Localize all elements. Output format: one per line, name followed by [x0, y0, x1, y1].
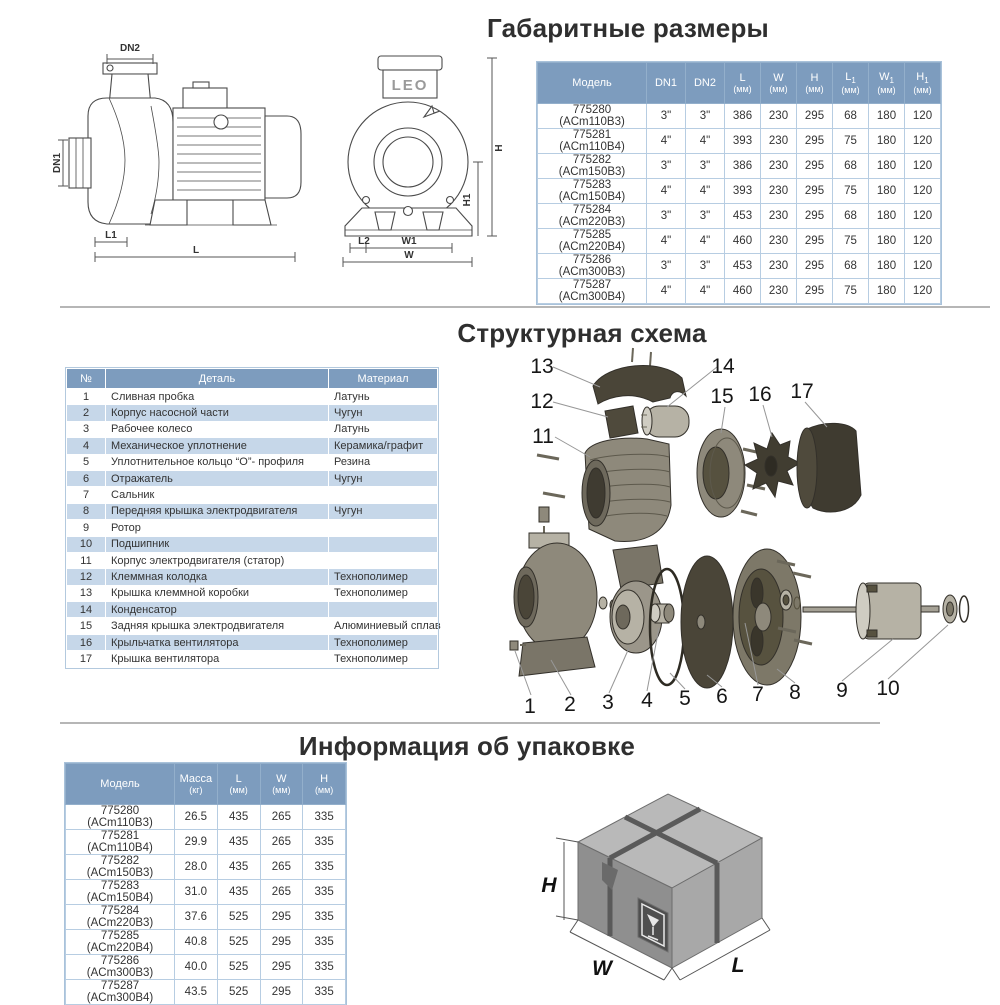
table-cell: 4	[67, 438, 106, 454]
table-cell: 3"	[647, 254, 686, 279]
table-cell: 3"	[686, 254, 725, 279]
table-row	[67, 389, 438, 405]
table-cell: 3"	[686, 154, 725, 179]
header-row	[66, 764, 346, 805]
column-header: DN2	[686, 63, 725, 104]
table-cell: 40.0	[175, 955, 218, 980]
table-row	[66, 880, 346, 905]
part-number-15: 15	[710, 385, 734, 408]
column-header: L (мм)	[725, 63, 761, 104]
table-cell: 120	[905, 204, 941, 229]
table-cell: 120	[905, 279, 941, 304]
table-cell: 775284 (ACm220B3)	[538, 204, 647, 229]
table-cell: 265	[260, 830, 303, 855]
table-cell: 435	[217, 805, 260, 830]
table-cell: 120	[905, 229, 941, 254]
table-cell: 775281 (ACm110B4)	[66, 830, 175, 855]
table-cell: 4"	[647, 179, 686, 204]
table-cell: 335	[303, 880, 346, 905]
table-cell: 230	[761, 129, 797, 154]
part-number-13: 13	[530, 355, 554, 378]
table-cell: 4"	[686, 279, 725, 304]
table-row	[66, 905, 346, 930]
table-cell: 75	[833, 279, 869, 304]
part-circlip	[960, 596, 969, 622]
table-row	[538, 229, 941, 254]
table-cell: 295	[797, 104, 833, 129]
table-cell: 26.5	[175, 805, 218, 830]
table-cell: Резина	[329, 454, 438, 470]
table-row	[538, 204, 941, 229]
table-row	[67, 634, 438, 650]
table-cell: Чугун	[329, 503, 438, 519]
header-row	[67, 369, 438, 389]
table-cell: 13	[67, 585, 106, 601]
section-title-dimensions: Габаритные размеры	[487, 13, 769, 43]
column-header: Деталь	[106, 369, 329, 389]
section-divider-2	[60, 722, 880, 724]
part-number-3: 3	[602, 691, 614, 714]
part-number-5: 5	[679, 687, 691, 710]
table-cell: 3"	[686, 104, 725, 129]
packaging-box-drawing	[540, 772, 830, 987]
table-cell: 295	[260, 930, 303, 955]
table-cell: 120	[905, 104, 941, 129]
table-cell: 4"	[647, 229, 686, 254]
table-row	[538, 104, 941, 129]
table-cell: 31.0	[175, 880, 218, 905]
column-header: $H_1$ (мм)	[905, 63, 941, 104]
table-cell: Корпус электродвигателя (статор)	[106, 552, 329, 568]
table-cell: 180	[869, 154, 905, 179]
table-cell: Технополимер	[329, 585, 438, 601]
table-row	[538, 129, 941, 154]
table-cell: Сальник	[106, 487, 329, 503]
table-cell: 295	[797, 129, 833, 154]
part-terminal-cover	[593, 366, 686, 404]
table-cell: 12	[67, 569, 106, 585]
column-header: $W_1$ (мм)	[869, 63, 905, 104]
table-cell: 453	[725, 254, 761, 279]
table-cell: 230	[761, 254, 797, 279]
table-cell: 775285 (ACm220B4)	[538, 229, 647, 254]
part-number-6: 6	[716, 685, 728, 708]
table-cell: Механическое уплотнение	[106, 438, 329, 454]
table-cell: 230	[761, 279, 797, 304]
dim-label-l1: L1	[105, 230, 117, 241]
table-cell: 4"	[686, 129, 725, 154]
column-header: Модель	[66, 764, 175, 805]
table-cell: 295	[797, 154, 833, 179]
table-cell: 335	[303, 830, 346, 855]
table-cell: 460	[725, 229, 761, 254]
box-label-w: W	[592, 957, 612, 980]
table-cell: 525	[217, 905, 260, 930]
table-cell: 775287 (ACm300B4)	[538, 279, 647, 304]
table-cell: 453	[725, 204, 761, 229]
table-row	[67, 552, 438, 568]
table-cell: 775286 (ACm300B3)	[538, 254, 647, 279]
table-row	[67, 651, 438, 667]
part-number-11: 11	[532, 425, 554, 448]
pump-side-view-drawing	[52, 38, 325, 270]
table-cell: 120	[905, 154, 941, 179]
table-cell: 775287 (ACm300B4)	[66, 980, 175, 1005]
table-cell: Латунь	[329, 389, 438, 405]
table-cell: 16	[67, 634, 106, 650]
table-cell: 180	[869, 179, 905, 204]
table-cell: 120	[905, 254, 941, 279]
table-cell: 14	[67, 602, 106, 618]
column-header: Модель	[538, 63, 647, 104]
table-cell: 3	[67, 421, 106, 437]
part-terminal-block	[605, 406, 638, 438]
table-cell: 335	[303, 805, 346, 830]
table-row	[67, 618, 438, 634]
table-cell: 525	[217, 930, 260, 955]
packaging-table	[65, 763, 346, 1005]
table-cell: 75	[833, 229, 869, 254]
part-number-4: 4	[641, 689, 653, 712]
table-cell: Ротор	[106, 520, 329, 536]
table-cell: 1	[67, 389, 106, 405]
table-cell: 4"	[647, 279, 686, 304]
table-cell: 11	[67, 552, 106, 568]
table-row	[67, 438, 438, 454]
table-cell: Крышка вентилятора	[106, 651, 329, 667]
table-cell: 775283 (ACm150B4)	[538, 179, 647, 204]
table-cell: 180	[869, 279, 905, 304]
table-row	[67, 602, 438, 618]
table-cell: 75	[833, 129, 869, 154]
table-cell	[329, 602, 438, 618]
part-number-17: 17	[790, 380, 814, 403]
part-number-10: 10	[876, 677, 900, 700]
table-row	[66, 930, 346, 955]
table-cell: 8	[67, 503, 106, 519]
table-row	[66, 955, 346, 980]
column-header: H (мм)	[303, 764, 346, 805]
table-cell: 75	[833, 179, 869, 204]
dim-label-l2: L2	[358, 236, 370, 247]
table-cell	[329, 520, 438, 536]
table-row	[67, 487, 438, 503]
pump-side-outline	[69, 63, 301, 225]
table-cell: Чугун	[329, 405, 438, 421]
table-cell: 775285 (ACm220B4)	[66, 930, 175, 955]
table-row	[67, 569, 438, 585]
table-cell: Технополимер	[329, 569, 438, 585]
table-cell: 230	[761, 104, 797, 129]
table-row	[67, 470, 438, 486]
exploded-view-diagram	[495, 345, 1000, 721]
part-number-14: 14	[711, 355, 735, 378]
table-cell: 775284 (ACm220B3)	[66, 905, 175, 930]
column-header: W (мм)	[761, 63, 797, 104]
table-cell: 460	[725, 279, 761, 304]
carton-box	[578, 794, 762, 968]
table-cell: 43.5	[175, 980, 218, 1005]
part-deflector	[681, 556, 733, 688]
table-cell: 525	[217, 955, 260, 980]
table-cell: Крышка клеммной коробки	[106, 585, 329, 601]
table-cell: 435	[217, 830, 260, 855]
table-cell: 386	[725, 154, 761, 179]
table-row	[67, 405, 438, 421]
table-cell: 525	[217, 980, 260, 1005]
table-cell: 3"	[686, 204, 725, 229]
table-cell: 435	[217, 880, 260, 905]
table-cell: 7	[67, 487, 106, 503]
table-cell: 775281 (ACm110B4)	[538, 129, 647, 154]
table-cell: 435	[217, 855, 260, 880]
header-row	[538, 63, 941, 104]
table-cell: 180	[869, 129, 905, 154]
table-cell: Алюминиевый сплав	[329, 618, 438, 634]
column-header: L (мм)	[217, 764, 260, 805]
table-cell: Технополимер	[329, 634, 438, 650]
table-cell: 295	[797, 279, 833, 304]
table-cell: Конденсатор	[106, 602, 329, 618]
table-cell: 5	[67, 454, 106, 470]
table-row	[538, 154, 941, 179]
table-cell: 393	[725, 129, 761, 154]
table-cell: 3"	[647, 154, 686, 179]
table-cell: 2	[67, 405, 106, 421]
column-header: Масса (кг)	[175, 764, 218, 805]
table-row	[67, 520, 438, 536]
table-row	[66, 805, 346, 830]
table-cell: 120	[905, 129, 941, 154]
table-row	[67, 421, 438, 437]
part-drain-plug	[510, 641, 518, 650]
table-cell: 230	[761, 154, 797, 179]
table-cell: 265	[260, 805, 303, 830]
table-row	[538, 279, 941, 304]
table-cell: 9	[67, 520, 106, 536]
table-cell: 17	[67, 651, 106, 667]
table-cell: 335	[303, 930, 346, 955]
box-label-l: L	[731, 954, 745, 977]
table-cell: 29.9	[175, 830, 218, 855]
table-cell: 775282 (ACm150B3)	[538, 154, 647, 179]
table-cell: 775282 (ACm150B3)	[66, 855, 175, 880]
table-cell: 3"	[647, 104, 686, 129]
table-cell: 265	[260, 855, 303, 880]
table-cell: 37.6	[175, 905, 218, 930]
table-row	[66, 830, 346, 855]
table-cell: 335	[303, 955, 346, 980]
table-cell: Задняя крышка электродвигателя	[106, 618, 329, 634]
table-cell: 295	[797, 204, 833, 229]
part-number-7: 7	[752, 683, 764, 706]
pump-front-outline	[345, 56, 472, 236]
table-cell: 15	[67, 618, 106, 634]
table-cell: Корпус насосной части	[106, 405, 329, 421]
table-cell	[329, 487, 438, 503]
table-cell: 265	[260, 880, 303, 905]
column-header: DN1	[647, 63, 686, 104]
table-cell: 68	[833, 204, 869, 229]
table-cell	[329, 552, 438, 568]
part-number-9: 9	[836, 679, 848, 702]
table-row	[67, 454, 438, 470]
table-cell: Передняя крышка электродвигателя	[106, 503, 329, 519]
table-row	[538, 254, 941, 279]
table-row	[67, 585, 438, 601]
section-title-packaging: Информация об упаковке	[298, 731, 636, 761]
box-label-h: H	[541, 874, 557, 897]
pump-front-view-drawing	[320, 40, 520, 290]
column-header: H (мм)	[797, 63, 833, 104]
table-cell: 295	[797, 229, 833, 254]
table-row	[67, 536, 438, 552]
table-cell: Технополимер	[329, 651, 438, 667]
dim-label-dn1: DN1	[52, 152, 63, 174]
table-cell: Крыльчатка вентилятора	[106, 634, 329, 650]
part-number-12: 12	[530, 390, 554, 413]
table-cell: 6	[67, 470, 106, 486]
table-cell: 393	[725, 179, 761, 204]
section-divider-1	[60, 306, 990, 308]
table-cell: 335	[303, 905, 346, 930]
table-cell: 10	[67, 536, 106, 552]
dim-label-w1: W1	[401, 236, 417, 247]
part-number-1: 1	[524, 695, 536, 718]
table-cell: 295	[797, 254, 833, 279]
table-cell: Уплотнительное кольцо “О”- профиля	[106, 454, 329, 470]
table-cell: 775283 (ACm150B4)	[66, 880, 175, 905]
table-cell: 295	[260, 905, 303, 930]
dim-label-h: H	[494, 144, 505, 152]
table-cell: 295	[260, 980, 303, 1005]
dim-label-l: L	[192, 245, 200, 256]
table-cell: 775286 (ACm300B3)	[66, 955, 175, 980]
part-number-8: 8	[789, 681, 801, 704]
table-cell: Клеммная колодка	[106, 569, 329, 585]
dim-label-w: W	[404, 250, 414, 261]
table-cell: 230	[761, 204, 797, 229]
exploded-parts	[510, 348, 969, 688]
brand-logo: LEO	[391, 77, 429, 94]
table-cell: 295	[260, 955, 303, 980]
table-row	[66, 855, 346, 880]
table-cell: 230	[761, 179, 797, 204]
table-cell: Латунь	[329, 421, 438, 437]
table-cell: 775280 (ACm110B3)	[538, 104, 647, 129]
table-cell: 295	[797, 179, 833, 204]
table-row	[538, 179, 941, 204]
table-cell: Чугун	[329, 470, 438, 486]
table-cell: 180	[869, 104, 905, 129]
table-cell: Рабочее колесо	[106, 421, 329, 437]
column-header: W (мм)	[260, 764, 303, 805]
table-cell: 120	[905, 179, 941, 204]
column-header: $L_1$ (мм)	[833, 63, 869, 104]
table-cell: 68	[833, 254, 869, 279]
section-title-structure: Структурная схема	[457, 318, 707, 348]
part-number-2: 2	[564, 693, 576, 716]
part-number-16: 16	[748, 383, 772, 406]
table-cell: 775280 (ACm110B3)	[66, 805, 175, 830]
table-cell: 230	[761, 229, 797, 254]
table-cell: 40.8	[175, 930, 218, 955]
table-cell: 335	[303, 980, 346, 1005]
table-row	[67, 503, 438, 519]
parts-table	[66, 368, 441, 668]
table-cell: 4"	[647, 129, 686, 154]
table-cell: 180	[869, 254, 905, 279]
table-cell: 4"	[686, 229, 725, 254]
table-cell: 3"	[647, 204, 686, 229]
column-header: №	[67, 369, 106, 389]
table-cell: 180	[869, 229, 905, 254]
table-cell: 68	[833, 154, 869, 179]
table-cell: 180	[869, 204, 905, 229]
table-cell: 335	[303, 855, 346, 880]
dim-label-dn2: DN2	[119, 43, 141, 54]
table-cell: Керамика/графит	[329, 438, 438, 454]
table-cell	[329, 536, 438, 552]
dim-label-h1: H1	[462, 193, 473, 207]
table-cell: 4"	[686, 179, 725, 204]
table-cell: 386	[725, 104, 761, 129]
table-cell: Отражатель	[106, 470, 329, 486]
table-cell: 28.0	[175, 855, 218, 880]
table-row	[66, 980, 346, 1005]
column-header: Материал	[329, 369, 438, 389]
table-cell: Сливная пробка	[106, 389, 329, 405]
table-cell: Подшипник	[106, 536, 329, 552]
dimensions-table	[537, 62, 941, 304]
table-cell: 68	[833, 104, 869, 129]
